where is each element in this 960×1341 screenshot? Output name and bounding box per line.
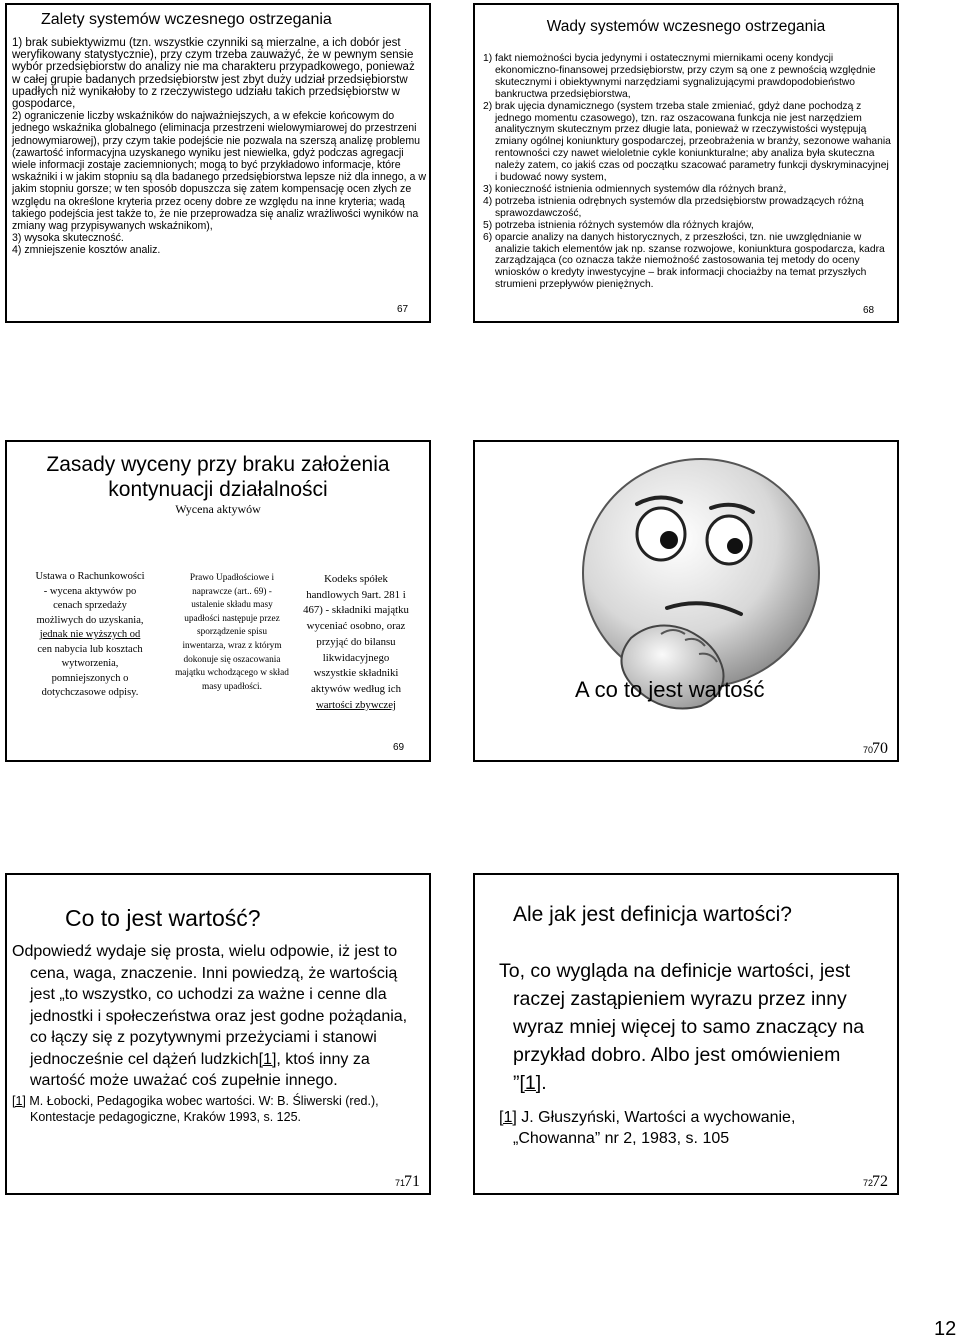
disadvantage-1: 1) fakt niemożności bycia jedynymi i ostatecznymi miernikami oceny kondycji ekonomiczno-finansowej przedsiębiorstw, przy czym są one z pewnością względnie skutecznymi i obiektywnymi narzędziami sygnalizującymi prawdopodobieństwo bankructwa przedsiębiorstwa, <box>483 53 876 100</box>
disadvantage-4: 4) potrzeba istnienia odrębnych systemów dla przedsiębiorstw prowadzących różną sprawozdawczość, <box>483 195 864 219</box>
slide-68 <box>473 3 899 323</box>
slide-number: 70 <box>872 740 888 757</box>
footnote <box>12 1093 426 1125</box>
body-text: Odpowiedź wydaje się prosta, wielu odpowie, iż jest to cena, waga, znaczenie. Inni powiedzą, że wartością jest „to wszystko, co uchodzi za ważne i cenne dla jednostki i społeczeństwa oraz jest godne pożądania, co łączy się z pozytywnymi przeżyciami i stanowi jednocześnie cel dążeń ludzkich <box>12 943 408 1068</box>
slide-body <box>12 37 426 257</box>
body-paragraph <box>12 941 426 1092</box>
slide-title: Ale jak jest definicja wartości? <box>513 903 792 926</box>
slide-number-small: 71 <box>395 1178 406 1188</box>
disadvantage-3: 3) konieczność istnienia odmiennych systemów dla różnych branż, <box>483 183 787 195</box>
slide-title-line-1: Zasady wyceny przy braku założenia <box>46 453 390 476</box>
body-text-end: , ktoś inny za wartość może uważać coś zupełnie innego. <box>30 1050 370 1089</box>
slide-title: Zalety systemów wczesnego ostrzegania <box>41 11 332 28</box>
column-bankruptcy-law: Prawo Upadłościowe i naprawcze (art.. 69) - ustalenie składu masy upadłości następuje przez sporządzenie spisu inwentarza, wraz z którym dokonuje się oszacowania majątku wchodzącego w skład masy upadłości. <box>175 573 289 692</box>
question-text: A co to jest wartość <box>575 677 765 702</box>
slide-69 <box>5 440 431 762</box>
slide-number: 71 <box>404 1173 420 1190</box>
advantage-4: 4) zmniejszenie kosztów analiz. <box>12 244 161 257</box>
column-text-underlined: jednak nie wyższych od <box>39 629 141 640</box>
footnote-marker[interactable]: [1] <box>12 1093 26 1108</box>
slide-number-small: 72 <box>863 1178 874 1188</box>
advantage-1: 1) brak subiektywizmu (tzn. wszystkie czynniki są mierzalne, a ich dobór jest weryfikowany statystycznie), przy czym trzeba zauważyć, że w pewnym sensie wybór przedsiębiorstw do analizy nie ma charakteru przypadkowego, ponieważ w całej grupie badanych przedsiębiorstw jest zbyt duży udział przedsiębiorstw upadłych niż wynikałoby to z rzeczywistego udziału takich przedsiębiorstw w gospodarce, <box>12 37 415 111</box>
footnote-marker[interactable]: [1] <box>499 1109 517 1126</box>
slide-70 <box>473 440 899 762</box>
column-text: Ustawa o Rachunkowości - wycena aktywów po cenach sprzedaży możliwych do uzyskania, <box>35 571 145 626</box>
disadvantage-6: 6) oparcie analizy na danych historycznych, z przeszłości, tzn. nie uwzględnianie w analizie takich elementów jak np. szanse rozwojowe, koniunktura gospodarcza, kadra zarządzająca (co oznacza także niemożność zastosowania tej metody do oceny wniosków o kredyty inwestycyjne – brak informacji chociażby na temat przyszłych strumieni przepływów pieniężnych. <box>483 231 885 291</box>
footnote-text: J. Głuszyński, Wartości a wychowanie, „Chowanna” nr 2, 1983, s. 105 <box>513 1109 796 1147</box>
body-paragraph <box>499 957 879 1097</box>
body-text-end: . <box>541 1072 547 1094</box>
footnote-ref[interactable]: [1] <box>258 1050 277 1068</box>
advantage-3: 3) wysoka skuteczność. <box>12 232 124 245</box>
footnote <box>499 1107 879 1149</box>
body-text: To, co wygląda na definicje wartości, jest raczej zastąpieniem wyrazu przez inny wyraz mniej więcej to samo znaczący na przykład dobro. Albo jest omówieniem ” <box>499 960 865 1094</box>
slide-71 <box>5 873 431 1195</box>
slide-67 <box>5 3 431 323</box>
column-commercial-code <box>303 572 409 713</box>
slide-title: Co to jest wartość? <box>65 905 261 931</box>
slide-72 <box>473 873 899 1195</box>
slide-number: 72 <box>872 1173 888 1190</box>
slide-title <box>7 452 429 502</box>
slide-number: 69 <box>393 742 405 753</box>
slide-body <box>483 53 893 291</box>
column-text-underlined: wartości zbywczej <box>315 698 397 711</box>
column-text: cen nabycia lub kosztach wytworzenia, pomniejszonych o dotychczasowe odpisy. <box>37 643 143 698</box>
footnote-text: M. Łobocki, Pedagogika wobec wartości. W: B. Śliwerski (red.), Kontestacje pedagogiczne, Kraków 1993, s. 125. <box>25 1093 379 1124</box>
slide-number-small: 70 <box>863 745 874 755</box>
slide-number: 67 <box>397 304 409 315</box>
slide-subtitle: Wycena aktywów <box>175 502 261 516</box>
advantage-2: 2) ograniczenie liczby wskaźników do najważniejszych, a w efekcie końcowym do jednego wskaźnika globalnego (eliminacja przestrzeni wielowymiarowej do przestrzeni jednowymiarowej), przy czym takie podejście nie pozwala na szerszą analizę problemu (zawartość informacyjna uzyskanego wyniku jest niewielka, gdyż podczas agregacji wiele informacji zostaje zaciemnionych; mogą to być przykładowo informacje, które wskaźniki i w jakim stopniu są dla badanego przedsiębiorstwa lepsze niż dla innego, a w jakim stopniu gorsze; w ten sposób dopuszcza się zatem kompensację ocen złych ze względu na określone kryteria przez oceny dobre ze względu na inne kryteria; wadą takiego podejścia jest także to, że nie przeprowadza się analiz wrażliwości wyników na zmiany wag przypisywanych wskaźnikom), <box>12 110 426 233</box>
column-text: Kodeks spółek handlowych 9art. 281 i 467) - składniki majątku wyceniać osobno, oraz przyjąć do bilansu likwidacyjnego wszystkie składniki aktywów według ich <box>303 573 409 695</box>
page-number: 12 <box>934 1318 957 1340</box>
slide-body <box>499 957 879 1149</box>
disadvantage-5: 5) potrzeba istnienia różnych systemów dla różnych krajów, <box>483 219 754 231</box>
slide-body <box>12 941 426 1125</box>
column-accounting-act <box>35 570 145 701</box>
slide-title-line-2: kontynuacji działalności <box>108 478 328 501</box>
disadvantage-2: 2) brak ujęcia dynamicznego (system trzeba stale zmieniać, gdyż dane pochodzą z jednego momentu czasowego), tzn. raz oszacowana funkcja nie jest narzędziem analitycznym skutecznym przez długie lata, ponieważ w rzeczywistości występują zmiany ogólnej koniunktury gospodarczej, przeobrażenia w branży, sezonowe wahania rentowności czy nawet wieloletnie cykle koniunkturalne; aby analiza była skuteczna należy zatem, co jakiś czas od początku szacować parametry funkcji dyskryminacyjnej i budować nowy system, <box>483 100 891 184</box>
slide-number: 68 <box>863 305 875 316</box>
footnote-ref[interactable]: [1] <box>519 1072 542 1094</box>
slide-title: Wady systemów wczesnego ostrzegania <box>546 18 826 35</box>
